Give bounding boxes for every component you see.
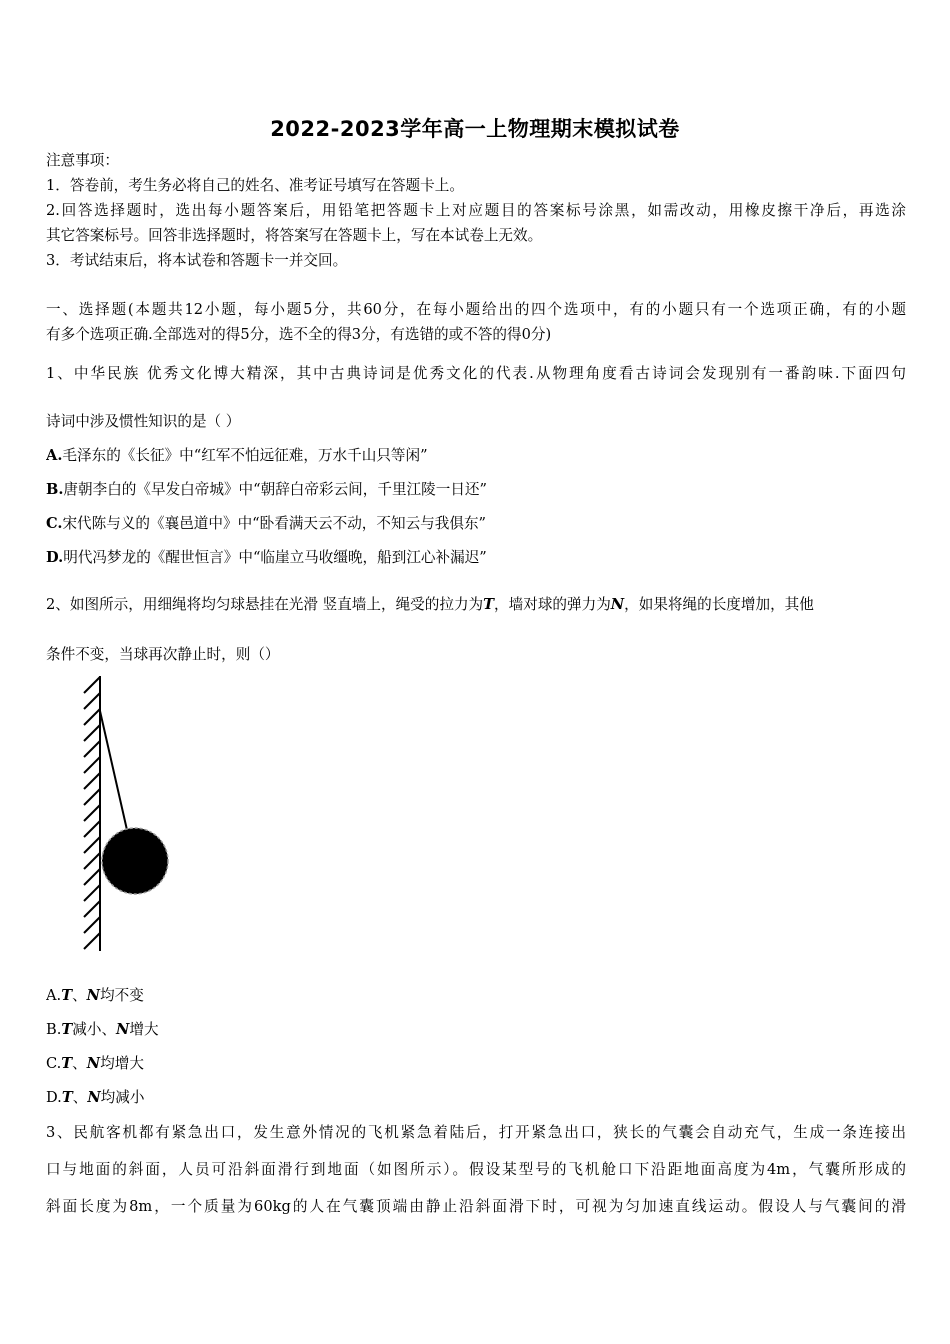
q2-stem-line1: [46, 595, 906, 615]
q2-option-c: [46, 1054, 906, 1074]
symbol-n: N: [87, 1089, 101, 1106]
notice-item-2-cont: 其它答案标号。回答非选择题时，将答案写在答题卡上，写在本试卷上无效。: [46, 227, 543, 244]
symbol-t: T: [483, 596, 495, 613]
q1-option-b: [46, 480, 906, 500]
hanging-ball-figure: [70, 673, 180, 955]
q2-stem-part: ，墙对球的弹力为: [494, 596, 611, 613]
q1-option-c: [46, 514, 906, 534]
section-instructions-line1: 一、选择题(本题共12小题，每小题5分，共60分，在每小题给出的四个选项中，有的小题只有一个选项正确，有的小题: [46, 301, 906, 318]
option-letter: D.: [46, 549, 64, 566]
notice-heading: 注意事项：: [46, 152, 119, 169]
symbol-t: T: [61, 1055, 73, 1072]
symbol-n: N: [86, 1055, 101, 1072]
option-sep: 、: [72, 1055, 87, 1072]
option-letter: C.: [46, 1055, 62, 1072]
wall: [84, 676, 100, 951]
notice-item-3: 3．考试结束后，将本试卷和答题卡一并交回。: [46, 252, 348, 269]
wall-hatching: [84, 677, 100, 949]
q2-stem-part: ，如果将绳的长度增加，其他: [624, 596, 814, 613]
symbol-t: T: [61, 1089, 73, 1106]
option-text: 均增大: [100, 1055, 144, 1072]
q1-option-d: [46, 548, 906, 568]
option-sep: 减小、: [72, 1021, 117, 1038]
option-text: 均不变: [100, 987, 144, 1004]
symbol-n: N: [610, 596, 625, 613]
q1-stem-line2: 诗词中涉及惯性知识的是（ ）: [46, 413, 241, 430]
q2-option-d: [46, 1088, 906, 1108]
q3-stem-line1: 3、民航客机都有紧急出口，发生意外情况的飞机紧急着陆后，打开紧急出口，狭长的气囊会自动充气，生成一条连接出: [46, 1124, 906, 1141]
option-text: 明代冯梦龙的《醒世恒言》中“临崖立马收缰晚，船到江心补漏迟”: [63, 549, 487, 566]
notice-item-2: 2.回答选择题时，选出每小题答案后，用铅笔把答题卡上对应题目的答案标号涂黑，如需改动，用橡皮擦干净后，再选涂: [46, 202, 906, 219]
page-title: 2022-2023学年高一上物理期末模拟试卷: [270, 117, 680, 141]
option-text: 均减小: [100, 1089, 145, 1106]
ball: [102, 828, 168, 894]
q3-stem-line3: 斜面长度为8m，一个质量为60kg的人在气囊顶端由静止沿斜面滑下时，可视为匀加速直线运动。假设人与气囊间的滑: [46, 1198, 906, 1215]
option-text: 毛泽东的《长征》中“红军不怕远征难，万水千山只等闲”: [62, 447, 428, 464]
symbol-n: N: [116, 1021, 130, 1038]
q1-option-a: [46, 446, 906, 466]
section-instructions-line2: 有多个选项正确.全部选对的得5分，选不全的得3分，有选错的或不答的得0分): [46, 326, 552, 343]
option-letter: B.: [46, 481, 64, 498]
option-letter: D.: [46, 1089, 62, 1106]
q1-stem-line1: 1、中华民族 优秀文化博大精深，其中古典诗词是优秀文化的代表.从物理角度看古诗词会发现别有一番韵味.下面四句: [46, 365, 906, 382]
q3-stem-line2: 口与地面的斜面，人员可沿斜面滑行到地面（如图所示）。假设某型号的飞机舱口下沿距地面高度为4m，气囊所形成的: [46, 1161, 906, 1178]
option-letter: A.: [46, 447, 63, 464]
option-letter: B.: [46, 1021, 62, 1038]
option-sep: 、: [72, 1089, 88, 1106]
symbol-t: T: [61, 987, 73, 1004]
symbol-n: N: [86, 987, 101, 1004]
q2-option-b: [46, 1020, 906, 1040]
notice-item-1: 1．答卷前，考生务必将自己的姓名、准考证号填写在答题卡上。: [46, 177, 464, 194]
option-letter: A.: [46, 987, 62, 1004]
option-letter: C.: [46, 515, 63, 532]
option-sep: 、: [72, 987, 87, 1004]
q2-stem-part: 2、如图所示，用细绳将均匀球悬挂在光滑 竖直墙上，绳受的拉力为: [46, 596, 484, 613]
option-text: 增大: [129, 1021, 159, 1038]
symbol-t: T: [61, 1021, 73, 1038]
q2-option-a: [46, 986, 906, 1006]
option-text: 唐朝李白的《早发白帝城》中“朝辞白帝彩云间，千里江陵一日还”: [63, 481, 487, 498]
q2-stem-line2: 条件不变，当球再次静止时，则（）: [46, 646, 280, 663]
rope: [100, 711, 127, 830]
option-text: 宋代陈与义的《襄邑道中》中“卧看满天云不动，不知云与我俱东”: [62, 515, 487, 532]
